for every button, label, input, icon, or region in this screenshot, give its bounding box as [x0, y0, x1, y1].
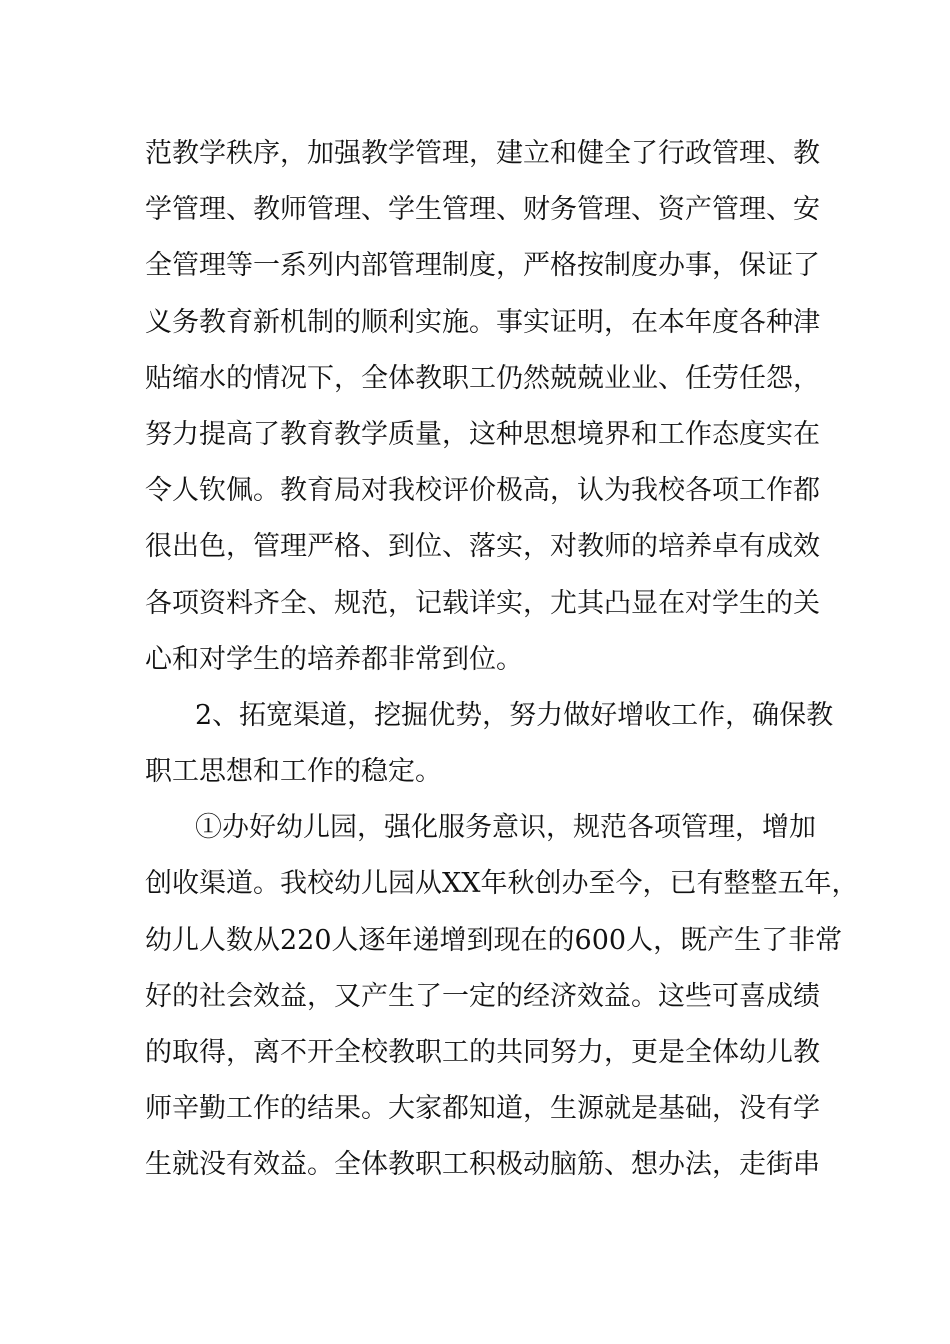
text-line: 范教学秩序，加强教学管理，建立和健全了行政管理、教: [145, 138, 820, 169]
section-heading-line: 职工思想和工作的稳定。: [145, 756, 442, 788]
text-line: 努力提高了教育教学质量，这种思想境界和工作态度实在: [145, 418, 820, 450]
paragraph-first-line: ①办好幼儿园，强化服务意识，规范各项管理，增加: [195, 812, 816, 844]
text-line: 各项资料齐全、规范，记载详实，尤其凸显在对学生的关: [145, 587, 820, 619]
text-line: 义务教育新机制的顺利实施。事实证明，在本年度各种津: [145, 306, 820, 338]
text-line: 幼儿人数从220人逐年递增到现在的600人，既产生了非常: [145, 924, 843, 956]
text-line: 贴缩水的情况下，全体教职工仍然兢兢业业、任劳任怨，: [145, 362, 820, 394]
text-line: 很出色，管理严格、到位、落实，对教师的培养卓有成效: [145, 531, 820, 563]
text-line: 创收渠道。我校幼儿园从XX年秋创办至今，已有整整五年，: [145, 868, 859, 900]
text-line: 全管理等一系列内部管理制度，严格按制度办事，保证了: [145, 250, 820, 282]
text-line: 生就没有效益。全体教职工积极动脑筋、想办法，走街串: [145, 1149, 820, 1181]
text-line: 心和对学生的培养都非常到位。: [145, 643, 523, 675]
text-line: 的取得，离不开全校教职工的共同努力，更是全体幼儿教: [145, 1037, 820, 1068]
text-line: 令人钦佩。教育局对我校评价极高，认为我校各项工作都: [145, 475, 820, 507]
text-line: 学管理、教师管理、学生管理、财务管理、资产管理、安: [145, 194, 820, 226]
text-line: 师辛勤工作的结果。大家都知道，生源就是基础，没有学: [145, 1093, 820, 1125]
section-heading-line: 2、拓宽渠道，挖掘优势，努力做好增收工作，确保教: [195, 699, 834, 731]
text-line: 好的社会效益，又产生了一定的经济效益。这些可喜成绩: [145, 980, 820, 1012]
document-body: [145, 126, 859, 1194]
